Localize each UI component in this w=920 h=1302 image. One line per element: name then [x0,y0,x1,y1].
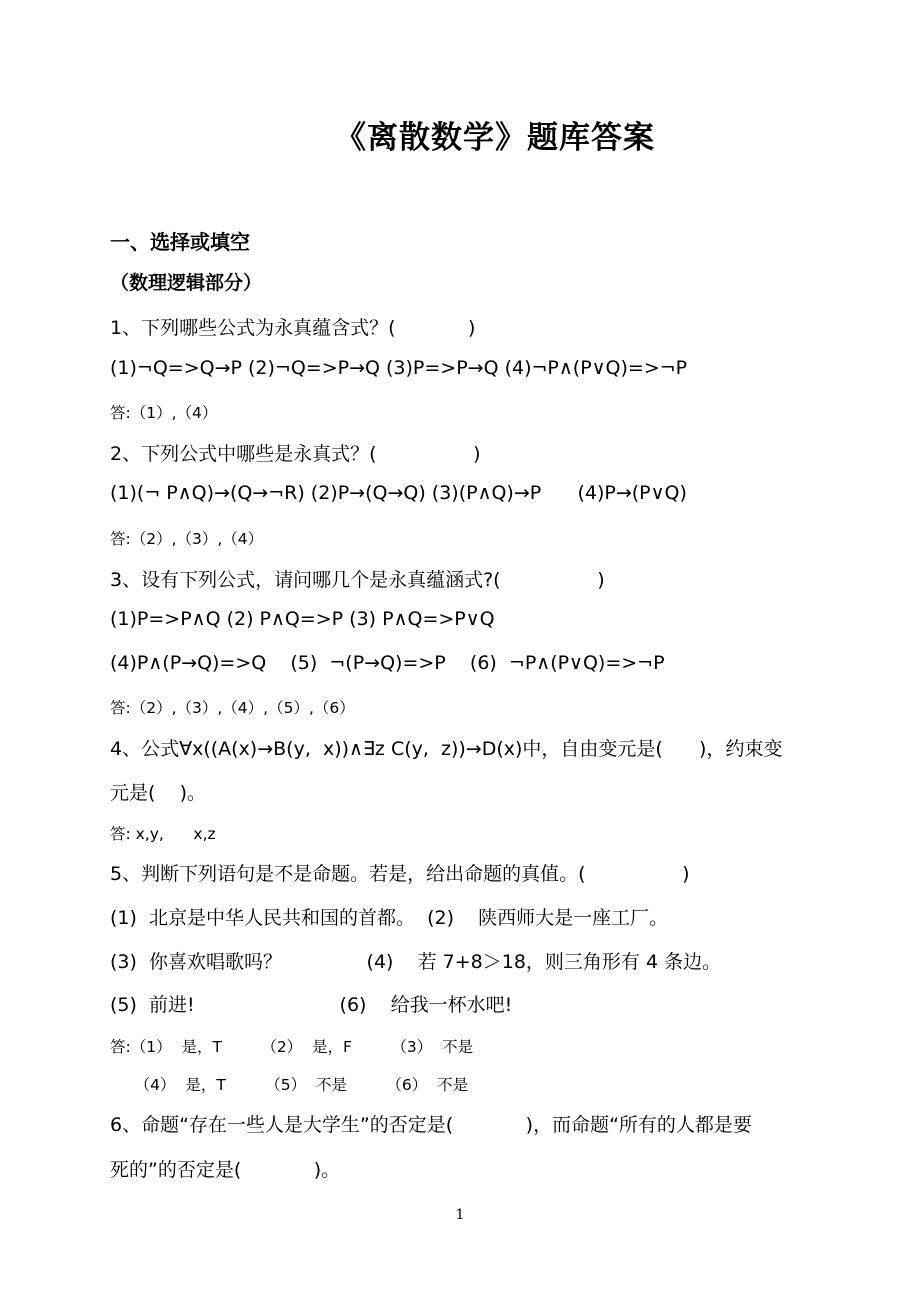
question-2-formulas: (1)(¬ P∧Q)→(Q→¬R) (2)P→(Q→Q) (3)(P∧Q)→P (4)P→(P∨Q) [110,482,687,504]
question-6-line-1: 6、命题“存在一些人是大学生”的否定是( )，而命题“所有的人都是要 [110,1114,752,1136]
subsection-heading: （数理逻辑部分） [110,272,263,294]
question-4-answer: 答: x,y, x,z [110,825,216,843]
question-3-answer: 答:（2）,（3）,（4）,（5）,（6） [110,699,355,717]
question-5-answer-line-2: （4） 是，T （5） 不是 （6） 不是 [110,1076,469,1094]
question-3-formulas-a: (1)P=>P∧Q (2) P∧Q=>P (3) P∧Q=>P∨Q [110,608,495,630]
question-5: 5、判断下列语句是不是命题。若是，给出命题的真值。( ) [110,863,690,885]
question-2: 2、下列公式中哪些是永真式？( ) [110,443,481,465]
question-2-answer: 答:（2）,（3）,（4） [110,530,264,548]
question-6-line-2: 死的”的否定是( )。 [110,1159,341,1181]
question-1: 1、下列哪些公式为永真蕴含式？( ) [110,317,476,339]
question-5-sentences-5-6: (5) 前进! (6) 给我一杯水吧! [110,994,513,1016]
document-title: 《离散数学》题库答案 [335,120,655,156]
question-5-sentences-3-4: (3) 你喜欢唱歌吗？ (4) 若 7+8＞18，则三角形有 4 条边。 [110,951,722,973]
question-3: 3、设有下列公式，请问哪几个是永真蕴涵式?( ) [110,569,605,591]
page-number: 1 [455,1207,465,1223]
question-3-formulas-b: (4)P∧(P→Q)=>Q (5) ¬(P→Q)=>P (6) ¬P∧(P∨Q)=>¬P [110,652,665,674]
question-1-answer: 答:（1）,（4） [110,404,218,422]
question-5-answer-line-1: 答:（1） 是，T （2） 是，F （3） 不是 [110,1038,474,1056]
question-1-formulas: (1)¬Q=>Q→P (2)¬Q=>P→Q (3)P=>P→Q (4)¬P∧(P∨Q)=>¬P [110,357,688,379]
question-4-line-1: 4、公式∀x((A(x)→B(y, x))∧∃z C(y, z))→D(x)中，自由变元是( )，约束变 [110,738,783,760]
section-heading: 一、选择或填空 [110,230,250,254]
question-5-sentences-1-2: (1) 北京是中华人民共和国的首都。 (2) 陕西师大是一座工厂。 [110,907,669,929]
question-4-line-2: 元是( )。 [110,782,206,804]
